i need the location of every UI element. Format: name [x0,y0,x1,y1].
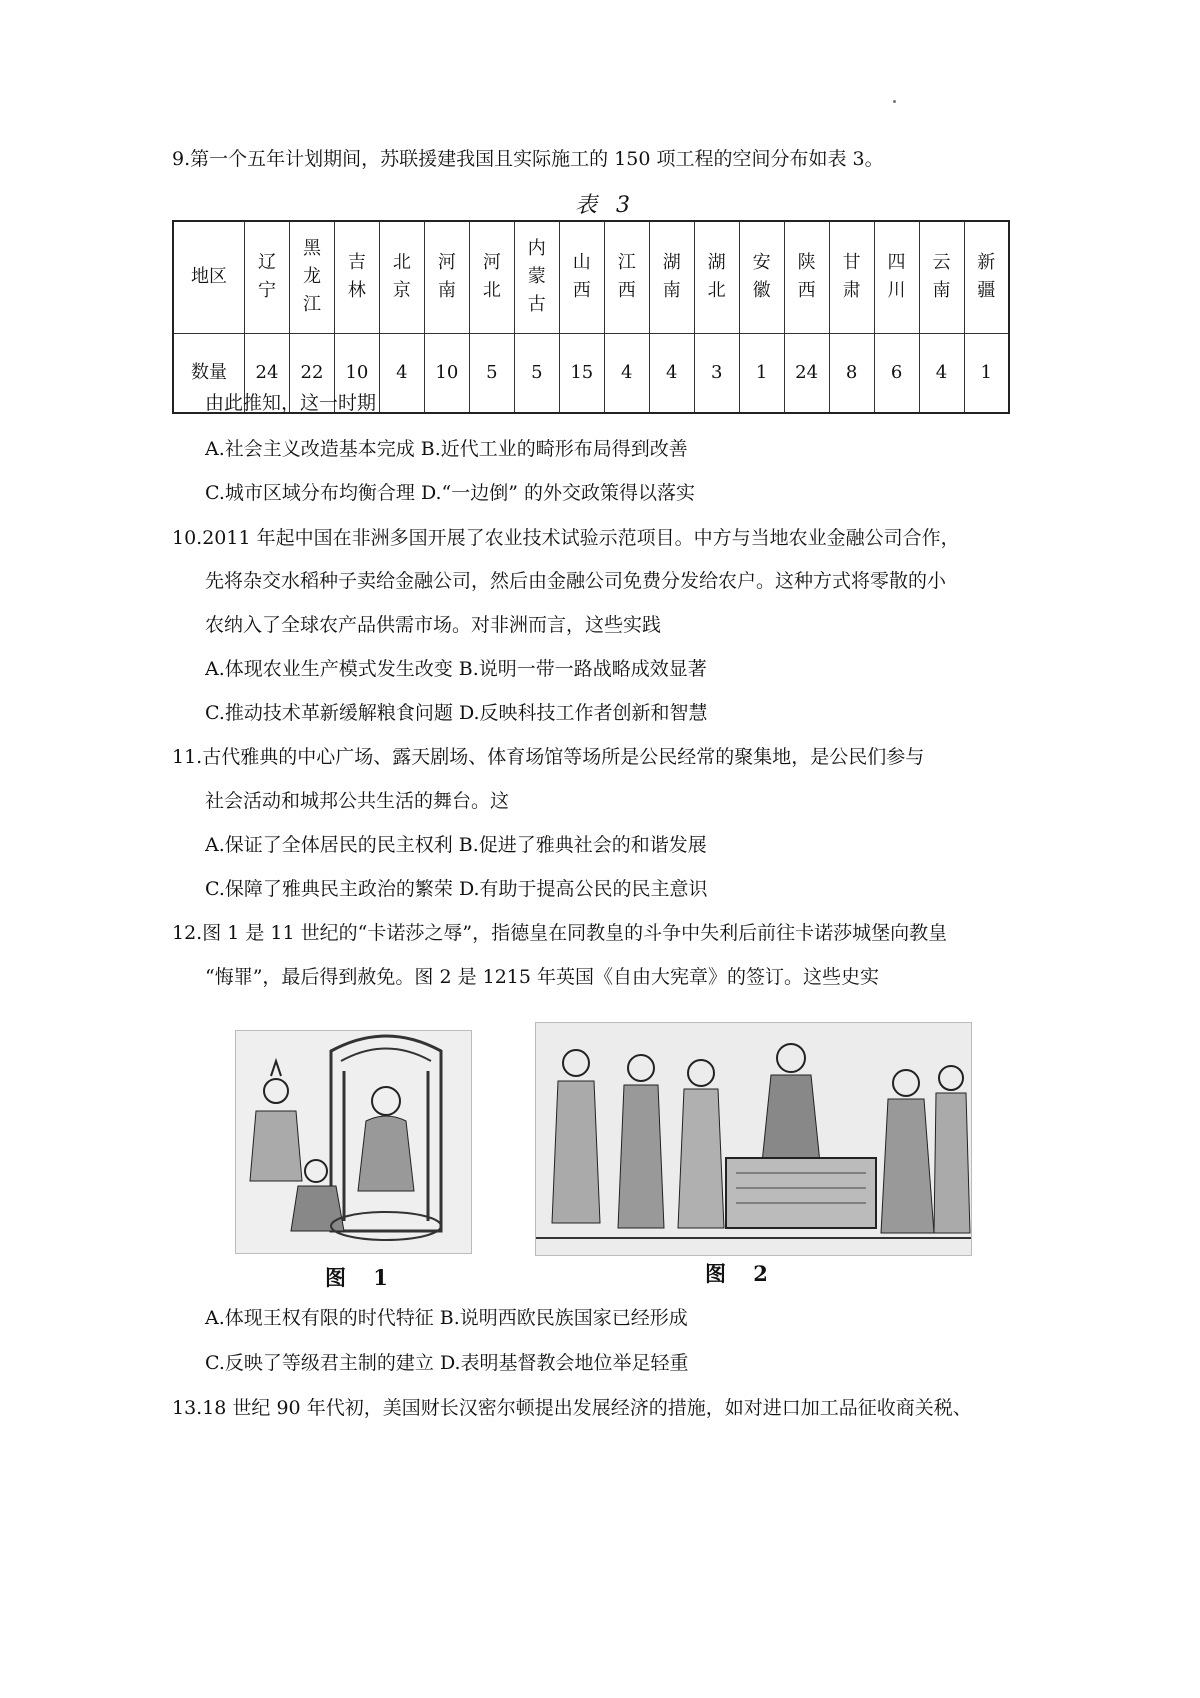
canossa-illustration [236,1031,471,1253]
figure-1-image [235,1030,472,1254]
table-3-caption: 表 3 [575,193,636,218]
count-cell: 5 [469,333,514,413]
region-cell: 北京 [379,221,424,333]
count-cell: 4 [604,333,649,413]
count-cell: 22 [289,333,334,413]
q9-options-cd: C.城市区域分布均衡合理 D.“一边倒” 的外交政策得以落实 [205,482,696,504]
region-cell: 山西 [559,221,604,333]
region-cell: 湖北 [694,221,739,333]
q11-options-ab: A.保证了全体居民的民主权利 B.促进了雅典社会的和谐发展 [205,834,707,856]
count-cell: 1 [964,333,1009,413]
count-cell: 24 [245,333,290,413]
count-cell: 4 [649,333,694,413]
q10-stem-2: 先将杂交水稻种子卖给金融公司，然后由金融公司免费分发给农户。这种方式将零散的小 [205,570,947,592]
count-cell: 6 [874,333,919,413]
figure-2-image [535,1022,972,1256]
region-cell: 陕西 [784,221,829,333]
region-cell: 新疆 [964,221,1009,333]
region-cell: 湖南 [649,221,694,333]
count-cell: 10 [424,333,469,413]
table-3 [172,220,1010,414]
region-header: 地区 [173,221,245,333]
count-cell: 10 [334,333,379,413]
count-cell: 8 [829,333,874,413]
figure-1-caption: 图 1 [325,1265,398,1290]
count-cell: 5 [514,333,559,413]
figure-2-caption: 图 2 [705,1261,778,1286]
scan-speck [893,100,896,103]
region-cell: 甘肃 [829,221,874,333]
region-cell: 河南 [424,221,469,333]
q9-lead: 由此推知，这一时期 [205,392,377,414]
q10-options-ab: A.体现农业生产模式发生改变 B.说明一带一路战略成效显著 [205,658,707,680]
region-cell: 吉林 [334,221,379,333]
q12-options-cd: C.反映了等级君主制的建立 D.表明基督教会地位举足轻重 [205,1352,689,1374]
count-cell: 24 [784,333,829,413]
region-cell: 河北 [469,221,514,333]
region-cell: 内蒙古 [514,221,559,333]
q13-stem-1: 13.18 世纪 90 年代初，美国财长汉密尔顿提出发展经济的措施，如对进口加工品征收商关税、 [172,1397,972,1419]
region-cell: 四川 [874,221,919,333]
count-cell: 4 [919,333,964,413]
region-cell: 黑龙江 [289,221,334,333]
count-cell: 3 [694,333,739,413]
q11-stem-2: 社会活动和城邦公共生活的舞台。这 [205,790,510,812]
q10-stem-3: 农纳入了全球农产品供需市场。对非洲而言，这些实践 [205,614,662,636]
q12-stem-2: “悔罪”，最后得到赦免。图 2 是 1215 年英国《自由大宪章》的签订。这些史实 [205,966,880,988]
region-cell: 云南 [919,221,964,333]
count-header: 数量 [173,333,245,413]
q9-options-ab: A.社会主义改造基本完成 B.近代工业的畸形布局得到改善 [205,438,688,460]
region-cell: 辽宁 [245,221,290,333]
q10-options-cd: C.推动技术革新缓解粮食问题 D.反映科技工作者创新和智慧 [205,702,708,724]
count-cell: 4 [379,333,424,413]
count-cell: 15 [559,333,604,413]
region-cell: 安徽 [739,221,784,333]
table-header-row [173,221,1009,333]
count-cell: 1 [739,333,784,413]
q9-stem: 9.第一个五年计划期间，苏联援建我国且实际施工的 150 项工程的空间分布如表 3。 [172,148,884,170]
region-cell: 江西 [604,221,649,333]
q11-stem-1: 11.古代雅典的中心广场、露天剧场、体育场馆等场所是公民经常的聚集地，是公民们参与 [172,746,925,768]
q11-options-cd: C.保障了雅典民主政治的繁荣 D.有助于提高公民的民主意识 [205,878,708,900]
q10-stem-1: 10.2011 年起中国在非洲多国开展了农业技术试验示范项目。中方与当地农业金融公司合作， [172,527,960,549]
q12-stem-1: 12.图 1 是 11 世纪的“卡诺莎之辱”，指德皇在同教皇的斗争中失利后前往卡诺莎城堡向教皇 [172,922,948,944]
magna-carta-illustration [536,1023,971,1255]
q12-options-ab: A.体现王权有限的时代特征 B.说明西欧民族国家已经形成 [205,1307,688,1329]
